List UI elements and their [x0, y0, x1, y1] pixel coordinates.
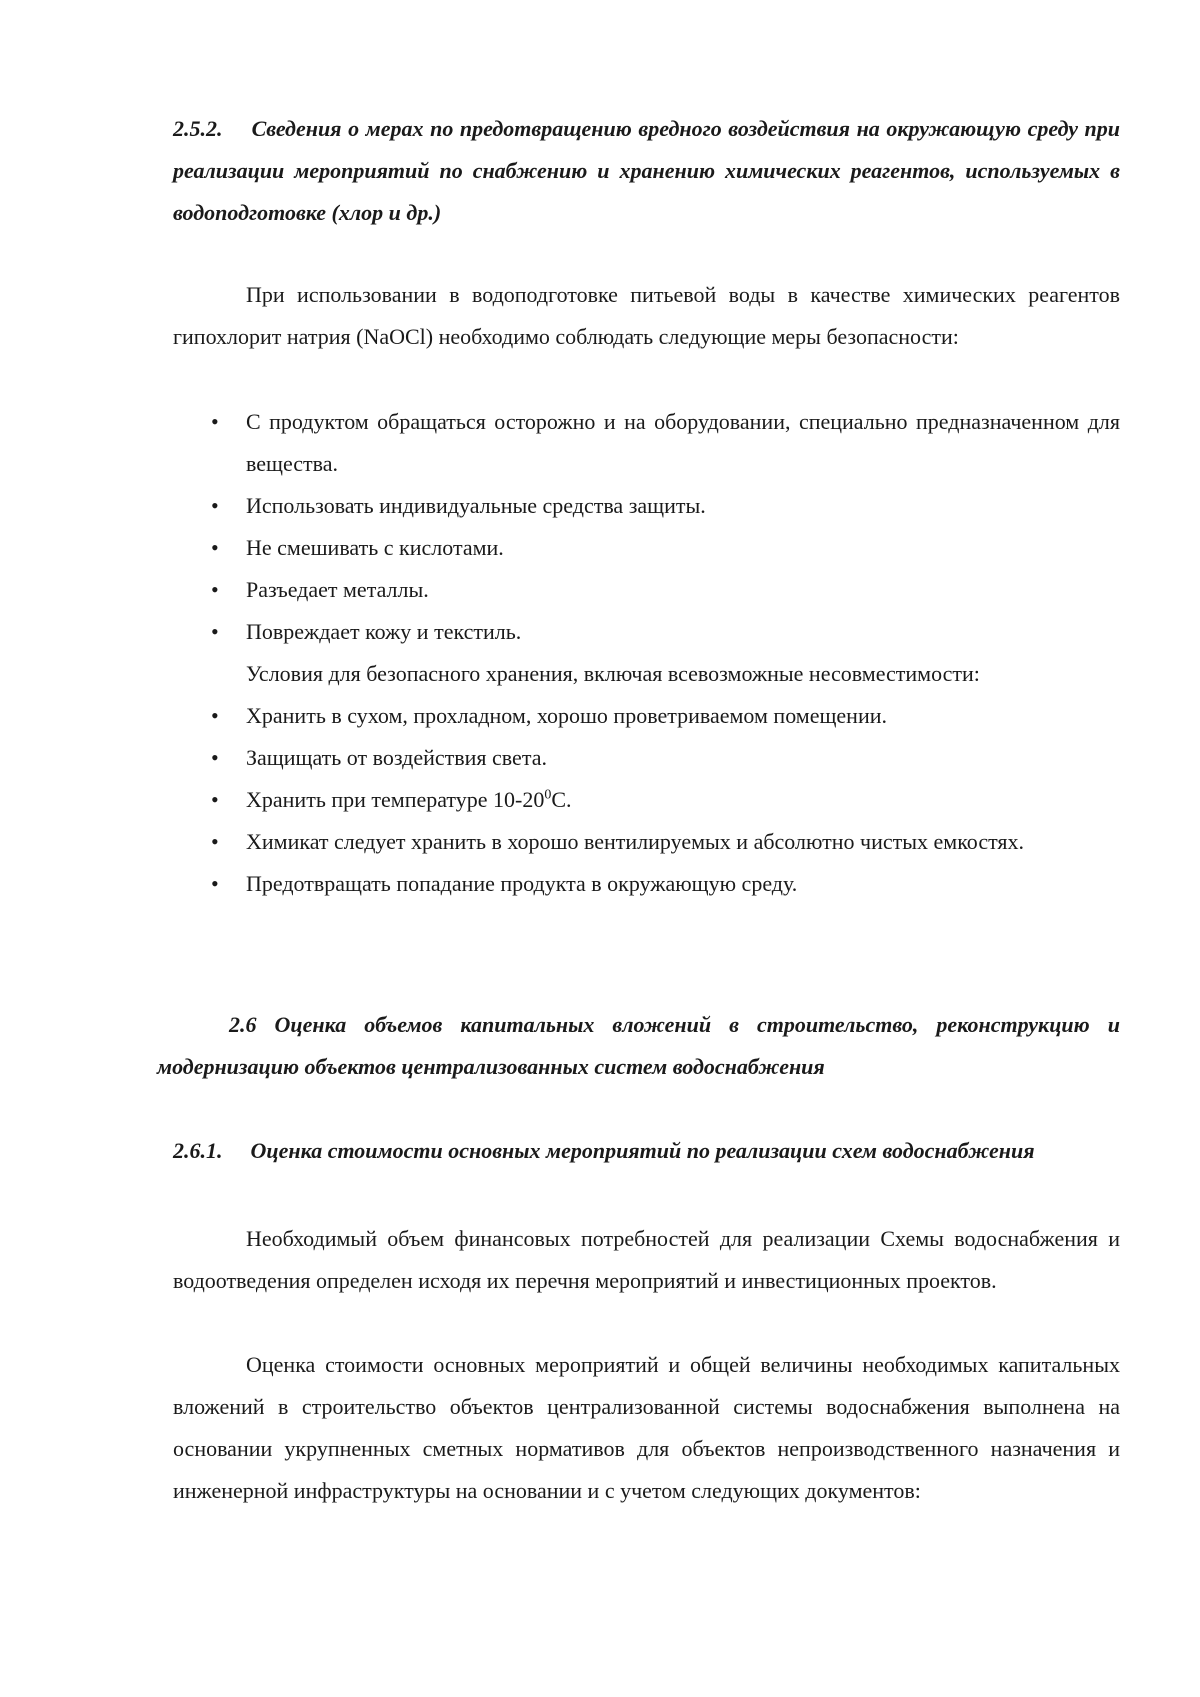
- list-item: • Использовать индивидуальные средства защиты.: [173, 485, 1120, 527]
- bullet-icon: •: [211, 493, 219, 518]
- section-heading-2-5-2: [173, 108, 1120, 234]
- bullet-icon: •: [211, 535, 219, 560]
- list-item: • Повреждает кожу и текстиль.: [173, 611, 1120, 653]
- section-title: Оценка стоимости основных мероприятий по реализации схем водоснабжения: [250, 1138, 1035, 1163]
- bullet-icon: •: [211, 871, 219, 896]
- storage-conditions-intro: Условия для безопасного хранения, включая всевозможные несовместимости:: [246, 661, 980, 686]
- list-item: • Химикат следует хранить в хорошо вентилируемых и абсолютно чистых емкостях.: [173, 821, 1120, 863]
- financial-paragraph: Необходимый объем финансовых потребностей для реализации Схемы водоснабжения и водоотведения определен исходя их перечня мероприятий и инвестиционных проектов.: [173, 1226, 1120, 1293]
- list-item: • Защищать от воздействия света.: [173, 737, 1120, 779]
- assessment-paragraph: Оценка стоимости основных мероприятий и общей величины необходимых капитальных вложений в строительство объектов централизованной системы водоснабжения выполнена на основании укрупненных сметных нормативов для объектов непроизводственного назначения и инженерной инфраструктуры на основании и с учетом следующих документов:: [173, 1352, 1120, 1503]
- list-item: • Хранить при температуре $10-20^0С$.: [173, 779, 1120, 821]
- list-item: • Предотвращать попадание продукта в окружающую среду.: [173, 863, 1120, 905]
- section-title: Сведения о мерах по предотвращению вредного воздействия на окружающую среду при реализации мероприятий по снабжению и хранению химических реагентов, используемых в водоподготовке (хлор и др.): [173, 116, 1121, 225]
- section-heading-2-6-1: [173, 1130, 1120, 1172]
- list-item: • С продуктом обращаться осторожно и на оборудовании, специально предназначенном для вещества.: [173, 401, 1120, 485]
- list-item: • Хранить в сухом, прохладном, хорошо проветриваемом помещении.: [173, 695, 1120, 737]
- section-number: 2.5.2.: [173, 116, 223, 141]
- bullet-icon: •: [211, 787, 219, 812]
- bullet-icon: •: [211, 409, 219, 434]
- bullet-icon: •: [211, 703, 219, 728]
- section-number: 2.6.1.: [173, 1138, 223, 1163]
- list-item: • Не смешивать с кислотами.: [173, 527, 1120, 569]
- intro-paragraph: При использовании в водоподготовке питьевой воды в качестве химических реагентов гипохлорит натрия (NaOCl) необходимо соблюдать следующие меры безопасности:: [173, 282, 1120, 349]
- bullet-icon: •: [211, 577, 219, 602]
- section-heading-2-6: 2.6 Оценка объемов капитальных вложений в строительство, реконструкцию и модернизацию объектов централизованных систем водоснабжения: [157, 1012, 1120, 1079]
- bullet-icon: •: [211, 829, 219, 854]
- bullet-icon: •: [211, 745, 219, 770]
- bullet-icon: •: [211, 619, 219, 644]
- safety-measures-list: [173, 401, 1120, 905]
- list-item: • Разъедает металлы.: [173, 569, 1120, 611]
